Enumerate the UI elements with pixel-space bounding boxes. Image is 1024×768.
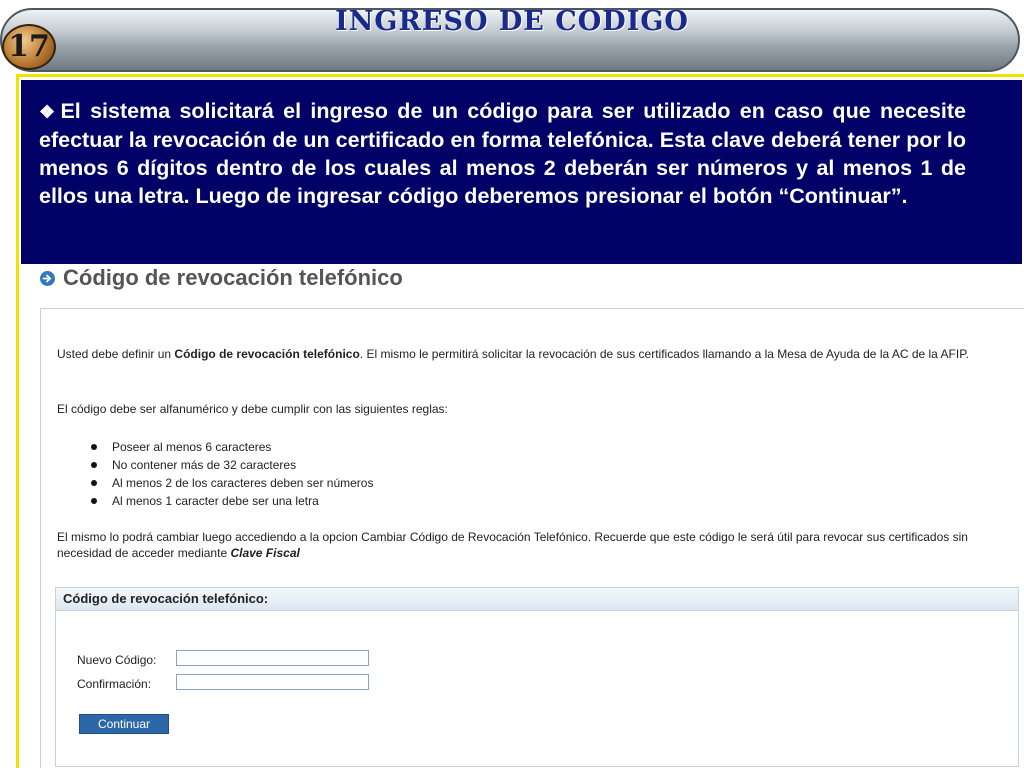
page-heading bbox=[40, 265, 403, 291]
new-code-label: Nuevo Código: bbox=[77, 653, 157, 667]
page-heading-text: Código de revocación telefónico bbox=[63, 265, 403, 290]
arrow-right-circle-icon bbox=[40, 271, 55, 286]
list-item: Poseer al menos 6 caracteres bbox=[89, 438, 373, 456]
new-code-input[interactable] bbox=[176, 650, 369, 666]
content-panel bbox=[40, 308, 1024, 768]
outro-paragraph bbox=[57, 529, 1020, 561]
confirm-code-input[interactable] bbox=[176, 674, 369, 690]
intro-text-bold: Código de revocación telefónico bbox=[174, 347, 360, 361]
confirm-code-label: Confirmación: bbox=[77, 677, 152, 691]
intro-text-start: Usted debe definir un bbox=[57, 347, 175, 361]
revocation-code-form bbox=[55, 587, 1019, 767]
slide-title: INGRESO DE CODIGO bbox=[335, 6, 689, 37]
list-item: No contener más de 32 caracteres bbox=[89, 456, 373, 474]
description-box bbox=[21, 80, 1022, 264]
list-item: Al menos 1 caracter debe ser una letra bbox=[89, 492, 373, 510]
continue-button[interactable]: Continuar bbox=[79, 714, 169, 734]
rules-list bbox=[89, 438, 373, 510]
form-header: Código de revocación telefónico: bbox=[56, 588, 1018, 611]
diamond-bullet-icon: ❖ bbox=[39, 102, 59, 122]
intro-paragraph bbox=[57, 346, 1020, 362]
intro-text-end: . El mismo le permitirá solicitar la revocación de sus certificados llamando a la Mesa de Ayuda de la AC de la AFIP. bbox=[359, 347, 969, 361]
rules-intro: El código debe ser alfanumérico y debe cumplir con las siguientes reglas: bbox=[57, 402, 448, 416]
description-text: El sistema solicitará el ingreso de un código para ser utilizado en caso que necesite efectuar la revocación de un certificado en forma telefónica. Esta clave deberá tener por lo menos 6 dígitos dentro de los cuales al menos 2 deberán ser números y al menos 1 de ellos una letra. Luego de ingresar código deberemos presionar el botón “Continuar”. bbox=[39, 99, 967, 208]
slide-number-badge: 17 bbox=[2, 24, 56, 70]
clave-fiscal-text: Clave Fiscal bbox=[230, 546, 300, 560]
list-item: Al menos 2 de los caracteres deben ser números bbox=[89, 474, 373, 492]
outro-text: El mismo lo podrá cambiar luego accediendo a la opcion Cambiar Código de Revocación Telefónico. Recuerde que este código le será útil para revocar sus certificados sin necesidad de acceder mediante bbox=[57, 530, 968, 560]
